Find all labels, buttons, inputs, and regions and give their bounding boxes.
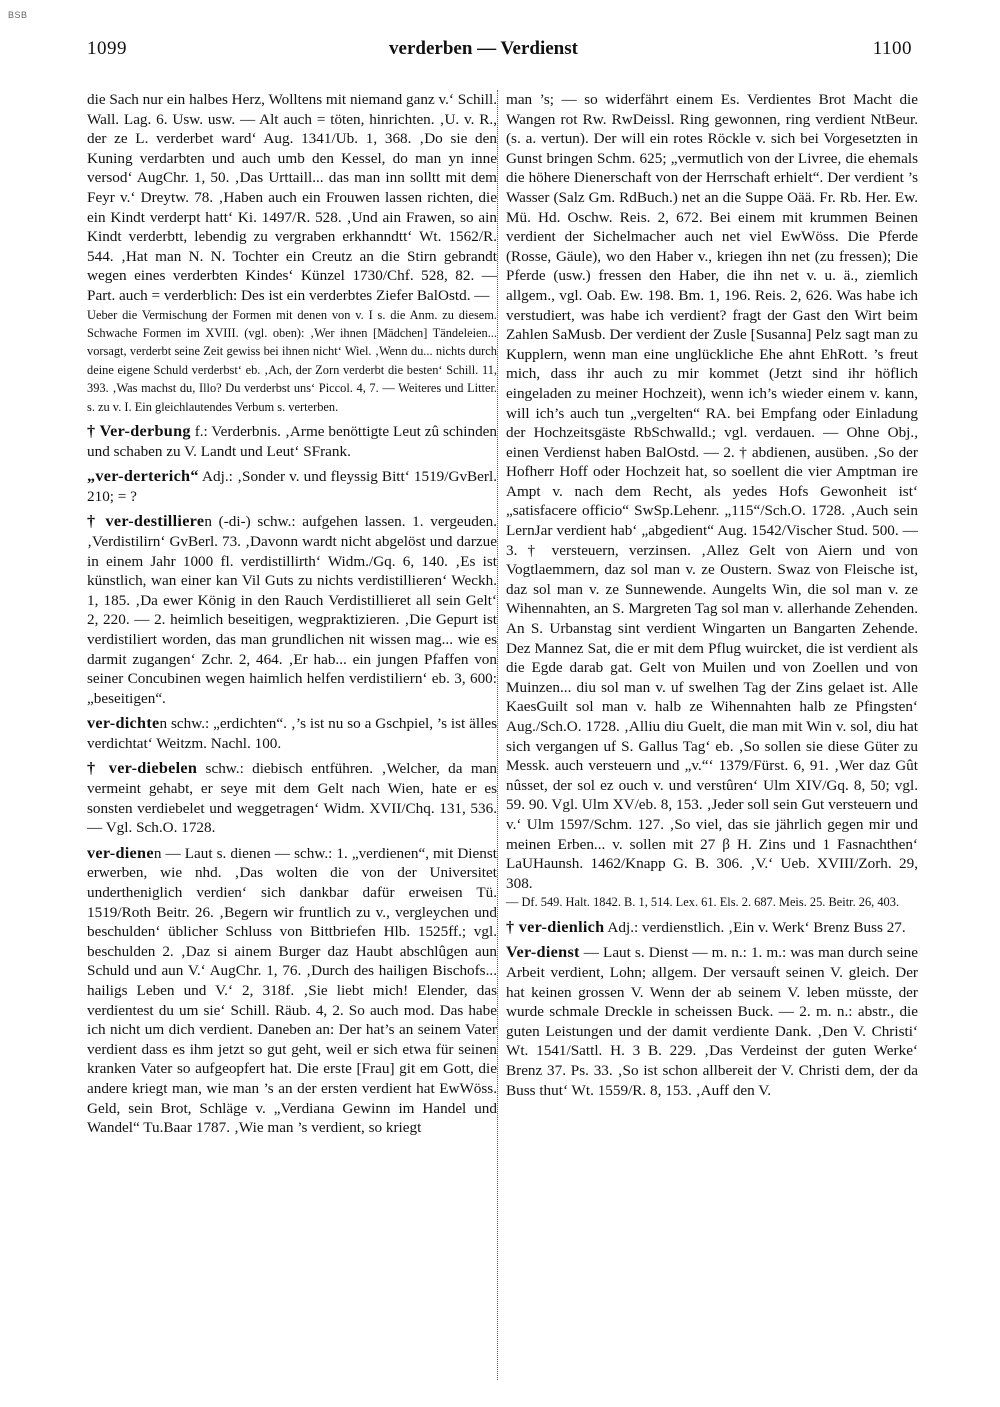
headword: „ver-derterich“: [87, 467, 199, 486]
headword: † ver-dienlich: [506, 917, 605, 936]
entry-verdestilliere: [87, 512, 497, 708]
entry-body: Adj.: ‚Sonder v. und fleyssig Bitt‘ 1519/GvBerl. 210; = ?: [87, 468, 497, 505]
headword: † ver-diebelen: [87, 759, 198, 778]
entry-continuation: die Sach nur ein halbes Herz, Wolltens mit niemand ganz v.‘ Schill. Wall. Lag. 6. Usw. usw. — Alt auch = töten, hinrichten. ‚U. v. R., der ze L. verderbet ward‘ Aug. 1341/Ub. 1, 368. ‚Do sie den Kuning verdarbten und auch umb den Kessel, do man yn inne versod‘ AugChr. 1, 50. ‚Das Urttaill... das man inn solltt mit dem Feyr v.‘ Dreytw. 78. ‚Haben auch ein Frouwen lassen richten, die ein Kindt verderpt hatt‘ Ki. 1497/R. 528. ‚Und ain Frawen, so ain Kindt verderbtt, lebendig zu vergraben erkhanndtt‘ Wt. 1562/R. 544. ‚Hat man N. N. Tochter ein Creutz an die Stirn gebrandt wegen eines verderbten Kindes‘ Künzel 1730/Chf. 528, 82. — Part. auch = verderblich: Des ist ein verderbtes Ziefer BalOstd. —: [87, 91, 498, 304]
entry-continuation: man ’s; — so widerfährt einem Es. Verdientes Brot Macht die Wangen rot Rw. RwDeissl. Ring gewonnen, ring verdient NtBeur. (s. a. vertun). Der will ein rotes Röckle v. sich bei Vorgesetzten in Gunst bringen Schm. 625; „vermutlich von der Livree, die ehemals die höhere Dienerschaft von der Herrschaft erhielt“. Der verdient ’s Wasser (Salz Gm. RdBuch.) net an die Suppe Oää. Fr. Rb. Her. Ew. Mü. Hd. Oschw. Reis. 2, 672. Bei einem mit krummen Beinen verdient der Sichelmacher auch net viel EwWöss. Die Pferde (Rosse, Gäule), wo den Haber v., kriegen ihn net (zu fressen); Die Pferde (usw.) fressen den Haber, die ihn net v. u. ä., ziemlich allgem., vgl. Oab. Ew. 198. Bm. 1, 196. Reis. 2, 626. Was habe ich verstudiert, was habe ich verdient? fragt der Gast den Wirt beim Zahlen SaMusb. Der verdient der Zusle [Susanna] Pelz sagt man zu Kupplern, wenn man eine unglückliche Ehe ahnt EhRott. ’s freut mich, dass ihr auch zu mir kommet (Jetzt sind ihr höflich eingeladen zu meiner Hochzeit), wenn ich’s wieder einem v. kann, will ich’s auch tun „vergelten“ RA. bei Empfang oder Einladung der Hochzeitsgäste RbSchwalld.; vgl. verdauen. — Ohne Obj., einen Verdienst haben BalOstd. — 2. † abdienen, ausüben. ‚So der Hofherr Hoff oder Hochzeit hat, so soellent die vier Amptman ire Ampt v. nach dem Recht, als yedes Hofs Gewonheit ist‘ „satisfacere officio“ SwSp.Lehenr. „115“/Sch.O. 1728. ‚Auch sein LernJar verdient hab‘ „abgedient“ Aug. 1542/Vischer Stud. 500. — 3. † versteuern, verzinsen. ‚Allez Gelt von Aiern und von Vogtlaemmern, daz sol man v. ze Oustern. Swaz von Fleische ist, daz sol man v. ze Sunnewende. Aungelts Win, die sol man v. ze Wihennahten, an S. Margreten Tag sol man v. allerhande Zehenden. An S. Urbanstag sint verdient Wingarten un Bangarten Zehende. Dez Mannez Sat, die er mit dem Pflug wuircket, die ist verdient als die Egde darab gat. Gelt von Muilen und von Zoellen und von Muinzen... diu sol man v. uf swelhen Tag der Zins gelaet ist. Alle KaesGuilt sol man v. halb ze Wihennahten halb ze Pfingsten‘ Aug./Sch.O. 1728. ‚Alliu diu Guelt, die man mit Win v. sol, diu hat sich vergangen uf S. Gallus Tag‘ eb. ‚So sollen sie diese Güter zu Messk. auch versteuern und „v.“‘ 1379/Fürst. 6, 91. ‚Wer daz Gût nûsset, der sol ez ouch v. und verstûren‘ Ulm XIV/Gq. 8, 50; vgl. 59. 90. Vgl. Ulm XV/eb. 8, 153. ‚Jeder soll sein Gut versteuern und v.‘ Ulm 1597/Schm. 127. ‚So viel, das sie jährlich gegen mir und meinen Erben... v. sollen mit 27 β H. Zins und 1 Fasnachthen‘ LaUHaunsh. 1462/Knapp G. B. 306. ‚V.‘ Ueb. XVIII/Zorh. 29, 308.: [506, 91, 918, 892]
entry-body: n schw.: „erdichten“. ‚’s ist nu so a Gschpiel, ’s ist älles verdichtat‘ Weitzm. Nachl. 100.: [87, 715, 497, 752]
right-column: [506, 90, 918, 1100]
library-stamp: BSB: [8, 10, 28, 20]
entry-verderbung: [87, 422, 497, 461]
running-title: verderben — Verdienst: [389, 38, 578, 59]
headword: Ver-dienst: [506, 943, 580, 962]
headword: † ver-destilliere: [87, 512, 205, 531]
entry-body: Adj.: verdienstlich. ‚Ein v. Werk‘ Brenz Buss 27.: [604, 918, 906, 936]
page-header: [55, 38, 912, 68]
entry-verdiene: [87, 844, 497, 1138]
entry-verdienlich: [506, 918, 918, 938]
entry-verdichte: [87, 714, 497, 753]
entry-verdiebelen: [87, 759, 497, 837]
entry-body: n (-di-) schw.: aufgehen lassen. 1. vergeuden. ‚Verdistilirn‘ GvBerl. 73. ‚Davonn wardt nicht abgelöst und darzue in einem Jahr 1000 fl. verdistillirth‘ Widm./Gq. 6, 140. ‚Es ist künstlich, wan einer kan Vil Guts zu nichts verdistillieren‘ Weckh. 1, 185. ‚Da ewer König in den Rauch Verdistillieret all sein Gelt‘ 2, 220. — 2. heimlich beseitigen, wegpraktizieren. ‚Die Gepurt ist verdistiliert worden, das man grundlichen nit wissen mag... wie es darmit zugangen‘ Zchr. 2, 464. ‚Er hab... ein jungen Pfaffen von seiner Concubinen wegen haimlich helfen verdistiliern‘ eb. 3, 600: „beseitigen“.: [87, 513, 497, 707]
column-divider: [497, 90, 498, 1380]
entry-body: — Laut s. Dienst — m. n.: 1. m.: was man durch seine Arbeit verdient, Lohn; allgem. Der versauft seinen V. gleich. Der hat keinen grossen V. Wenn der ab seinem V. leben müsste, der wurde schmale Dreckle in scheissen Buck. — 2. m. n.: abstr., die guten Leistungen und der damit verdiente Dank. ‚Den V. Christi‘ Wt. 1541/Sattl. H. 3 B. 229. ‚Das Verdeinst der guten Werke‘ Brenz 37. Ps. 33. ‚So ist schon allbereit der V. Christi dem, der da Buss thut‘ Wt. 1559/R. 8, 153. ‚Auff den V.: [506, 944, 918, 1099]
entry-body: n — Laut s. dienen — schw.: 1. „verdienen“, mit Dienst erwerben, wie nhd. ‚Das wolten die von der Universitet undertheniglich verdien‘ sich dankbar dafür erweisen Tü. 1519/Roth Beitr. 26. ‚Begern wir fruntlich zu v., vergleychen und beschulden‘ üblicher Schluss von Bittbriefen Hlb. 1525ff.; vgl. beschulden 2. ‚Daz si ainem Burger daz Haubt abschlûgen aun Schuld und aun V.‘ AugChr. 1, 76. ‚Durch des hailigen Bischofs... hailigs Leben und V.‘ 2, 318f. ‚Sie liebt mich! Elender, das verdientest du um sie‘ Schill. Räub. 4, 2. So auch mod. Das habe ich nicht um dich verdient. Daneben an: Der hat’s an seinem Vater verdient dass es ihm jetzt so gut geht, weil er sich etwa für seinen kranken Vater so aufgeopfert hat. Die erste [Frau] git em Gott, die andere kriegt man, wie man ’s an der ersten verdient hat EwWöss. Geld, sein Brot, Schläge v. „Verdiana Gewinn im Handel und Wandel“ Tu.Baar 1787. ‚Wie man ’s verdient, so kriegt: [87, 844, 497, 1137]
page-number-left: 1099: [87, 38, 127, 59]
headword: ver-dichte: [87, 714, 160, 733]
entry-body: f.: Verderbnis. ‚Arme benöttigte Leut zû schinden und schaben zu V. Landt und Leut‘ SFrank.: [87, 422, 497, 460]
entry-verdienst: [506, 943, 918, 1100]
left-column: [87, 90, 497, 1138]
headword: † Ver-derbung: [87, 421, 191, 440]
entry-body: schw.: diebisch entführen. ‚Welcher, da man vermeint gehabt, er seye mit dem Gelt nach Wien, hate er es sonsten verdiebelet und weggetragen‘ Widm. XVII/Chq. 131, 536. — Vgl. Sch.O. 1728.: [87, 760, 497, 837]
entry-verderterich: [87, 467, 497, 506]
page-number-right: 1100: [872, 38, 912, 59]
headword: ver-diene: [87, 843, 154, 862]
entry-note: Ueber die Vermischung der Formen mit denen von v. I s. die Anm. zu diesem. Schwache Formen im XVIII. (vgl. oben): ‚Wer ihnen [Mädchen] Tändeleien... vorsagt, verderbt seine Zeit gewiss bei ihnen nicht‘ Wiel. ‚Wenn du... nichts durch deine eigene Schuld verderbst‘ eb. ‚Ach, der Zorn verderbt die besten‘ Schill. 11, 393. ‚Was machst du, Illo? Du verderbst uns‘ Piccol. 4, 7. — Weiteres und Litter. s. zu v. I. Ein gleichlautendes Verbum s. verterben.: [87, 307, 497, 414]
entry-references: — Df. 549. Halt. 1842. B. 1, 514. Lex. 61. Els. 2. 687. Meis. 25. Beitr. 26, 403.: [506, 895, 900, 910]
